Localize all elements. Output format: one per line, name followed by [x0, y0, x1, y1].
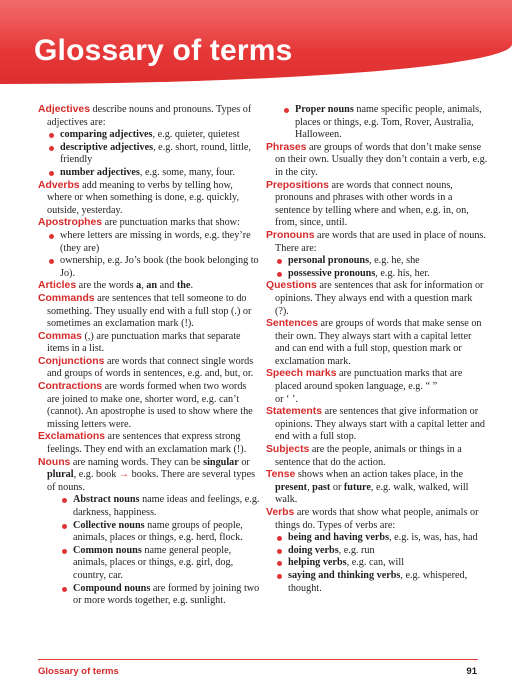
bullet-text: name general people, animals, places or things, e.g. girl, dog, country, car.: [73, 544, 234, 581]
definition-contractions: are words formed when two words are joined to make one, shorter word, e.g. can’t (cannot). An apostrophe is used to show where the missing letters were.: [47, 381, 253, 430]
verb-types-list: [266, 532, 488, 595]
list-item: [276, 268, 488, 281]
bullet-term: doing verbs: [288, 544, 339, 556]
entry-sentences: [266, 318, 488, 368]
list-item: [276, 255, 488, 268]
pronoun-types-list: [266, 255, 488, 280]
list-item: [276, 545, 488, 558]
tense-word: future: [343, 481, 371, 493]
term-conjunctions: Conjunctions: [38, 355, 105, 367]
left-column: [38, 104, 260, 608]
footer-title: Glossary of terms: [38, 666, 119, 677]
term-tense: Tense: [266, 469, 296, 481]
entry-questions: [266, 280, 488, 318]
arrow-right-icon: →: [118, 469, 130, 481]
entry-commands: [38, 293, 260, 331]
bullet-term: personal pronouns: [288, 255, 370, 267]
list-item: [48, 494, 260, 519]
term-speech-marks: Speech marks: [266, 368, 337, 380]
definition-sentences: are groups of words that make sense on their own. They always start with a capital letter and can end with a full stop, question mark or exclamation mark.: [275, 318, 482, 367]
bullet-text: ownership, e.g. Jo’s book (the book belonging to Jo).: [60, 255, 259, 279]
bullet-text: name specific people, animals, places or things, e.g. Tom, Rover, Australia, Halloween.: [295, 104, 482, 141]
tense-word: present: [275, 481, 308, 493]
separator: or: [238, 456, 250, 468]
bullet-text: , e.g. quieter, quietest: [152, 129, 240, 141]
bullet-term: Collective nouns: [73, 519, 145, 531]
list-item: [276, 570, 488, 595]
bullet-text: where letters are missing in words, e.g. they’re (they are): [60, 229, 251, 254]
list-item: [48, 255, 260, 280]
bullet-term: Abstract nouns: [73, 494, 140, 506]
list-item: [48, 545, 260, 583]
definition-commands: are sentences that tell someone to do something. They usually end with a full stop (.) or sometimes an exclamation mark (!).: [47, 292, 252, 330]
definition-exclamations: are sentences that express strong feelings. They end with an exclamation mark (!).: [47, 431, 247, 456]
entry-adjectives: [38, 104, 260, 129]
separator: .: [190, 280, 194, 292]
term-prepositions: Prepositions: [266, 179, 329, 191]
definition-conjunctions: are words that connect single words and groups of words in sentences, e.g. and, but, or.: [47, 355, 254, 380]
term-adjectives: Adjectives: [38, 104, 90, 115]
entry-adverbs: [38, 180, 260, 218]
definition-pronouns: are words that are used in place of nouns. There are:: [275, 229, 486, 254]
term-questions: Questions: [266, 280, 317, 292]
bullet-text: , e.g. his, her.: [375, 267, 430, 279]
definition-prepositions: are words that connect nouns, pronouns and phrases with other words in a sentence by telling where and when, e.g. in, on, from, since, until.: [275, 179, 469, 229]
article-word: a: [136, 280, 142, 292]
bullet-text: , e.g. whispered, thought.: [288, 569, 468, 594]
bullet-term: possessive pronouns: [288, 267, 376, 279]
entry-commas: [38, 331, 260, 356]
definition-nouns-example: , e.g. book: [73, 469, 119, 481]
term-articles: Articles: [38, 280, 77, 292]
term-subjects: Subjects: [266, 444, 310, 456]
term-contractions: Contractions: [38, 381, 103, 393]
term-nouns: Nouns: [38, 456, 71, 468]
bullet-term: saying and thinking verbs: [288, 569, 401, 581]
definition-tense-example: , e.g. walk, walked, will walk.: [275, 481, 469, 506]
definition-verbs: are words that show what people, animals or things do. Types of verbs are:: [275, 507, 479, 531]
page-title: Glossary of terms: [34, 34, 293, 67]
bullet-text: , e.g. some, many, four.: [139, 166, 235, 178]
list-item: [276, 532, 488, 545]
adjective-types-list: [38, 129, 260, 179]
bullet-term: number adjectives: [60, 166, 140, 178]
bullet-text: , e.g. he, she: [369, 255, 420, 267]
term-adverbs: Adverbs: [38, 179, 80, 191]
separator: ,: [307, 481, 313, 493]
header-banner: [0, 0, 512, 84]
bullet-term: helping verbs: [288, 557, 347, 569]
definition-nouns-tail: books. There are several types of nouns.: [47, 469, 256, 493]
entry-subjects: [266, 444, 488, 469]
entry-pronouns: [266, 230, 488, 255]
term-sentences: Sentences: [266, 318, 318, 330]
entry-apostrophes: [38, 217, 260, 230]
definition-commas: (,) are punctuation marks that separate items in a list.: [47, 330, 241, 355]
entry-prepositions: [266, 180, 488, 230]
apostrophe-uses-list: [38, 230, 260, 280]
definition-subjects: are the people, animals or things in a sentence that do the action.: [275, 444, 462, 468]
bullet-text: , e.g. is, was, has, had: [389, 532, 478, 544]
list-item: [48, 142, 260, 167]
entry-nouns: [38, 457, 260, 495]
definition-speech-marks: are punctuation marks that are placed around spoken language, e.g. “ ”: [275, 368, 463, 393]
noun-form-word: plural: [47, 469, 74, 481]
right-column: [266, 104, 488, 595]
bullet-text: are formed by joining two or more words together, e.g. sunlight.: [73, 582, 260, 607]
definition-statements: are sentences that give information or opinions. They always start with a capital letter and end with a full stop.: [275, 406, 486, 443]
list-item: [48, 520, 260, 545]
proper-nouns-list: [266, 104, 488, 142]
list-item: [48, 583, 260, 608]
bullet-term: being and having verbs: [288, 532, 390, 544]
separator: and: [157, 280, 177, 292]
page-number: 91: [466, 666, 477, 677]
term-phrases: Phrases: [266, 141, 307, 153]
tense-word: past: [312, 481, 331, 493]
article-word: an: [146, 280, 158, 292]
definition-questions: are sentences that ask for information or opinions. They always end with a question mark (?).: [275, 280, 484, 317]
definition-nouns: are naming words. They can be: [70, 456, 204, 468]
bullet-text: , e.g. short, round, little, friendly: [60, 141, 251, 166]
bullet-text: name ideas and feelings, e.g. darkness, happiness.: [73, 494, 260, 518]
article-word: the: [176, 280, 191, 292]
bullet-term: Compound nouns: [73, 582, 151, 594]
term-apostrophes: Apostrophes: [38, 217, 103, 229]
bullet-text: , e.g. run: [338, 544, 375, 556]
list-item: [276, 557, 488, 570]
definition-speech-marks-tail: or ‘ ’.: [275, 393, 298, 405]
term-exclamations: Exclamations: [38, 431, 105, 443]
term-statements: Statements: [266, 406, 323, 418]
entry-articles: [38, 280, 260, 293]
separator: ,: [141, 280, 147, 292]
entry-statements: [266, 406, 488, 444]
entry-phrases: [266, 142, 488, 180]
term-verbs: Verbs: [266, 507, 295, 518]
bullet-term: Proper nouns: [295, 104, 354, 115]
separator: or: [330, 481, 344, 493]
list-item: [270, 104, 488, 142]
footer-divider: [38, 659, 478, 660]
definition-phrases: are groups of words that don’t make sense on their own. Usually they don’t contain a verb, e.g. in the city.: [275, 141, 488, 178]
term-commands: Commands: [38, 292, 95, 304]
bullet-term: Common nouns: [73, 544, 142, 556]
bullet-text: name groups of people, animals, places or things, e.g. herd, flock.: [73, 519, 243, 544]
entry-conjunctions: [38, 356, 260, 381]
definition-adverbs: add meaning to verbs by telling how, where or when something is done, e.g. quickly, outside, yesterday.: [47, 179, 240, 216]
entry-verbs: [266, 507, 488, 532]
entry-exclamations: [38, 431, 260, 456]
list-item: [48, 167, 260, 180]
bullet-term: comparing adjectives: [60, 129, 153, 141]
term-commas: Commas: [38, 330, 82, 342]
noun-form-word: singular: [203, 456, 239, 468]
definition-adjectives: describe nouns and pronouns. Types of adjectives are:: [47, 104, 252, 128]
bullet-term: descriptive adjectives: [60, 141, 154, 153]
entry-tense: [266, 469, 488, 507]
term-pronouns: Pronouns: [266, 229, 315, 241]
list-item: [48, 129, 260, 142]
definition-articles: are the words: [76, 280, 137, 292]
definition-apostrophes: are punctuation marks that show:: [102, 217, 240, 229]
entry-speech-marks: [266, 368, 488, 406]
definition-tense: shows when an action takes place, in the: [295, 469, 464, 481]
list-item: [48, 230, 260, 255]
entry-contractions: [38, 381, 260, 431]
bullet-text: , e.g. can, will: [346, 557, 405, 569]
noun-types-list: [38, 494, 260, 607]
